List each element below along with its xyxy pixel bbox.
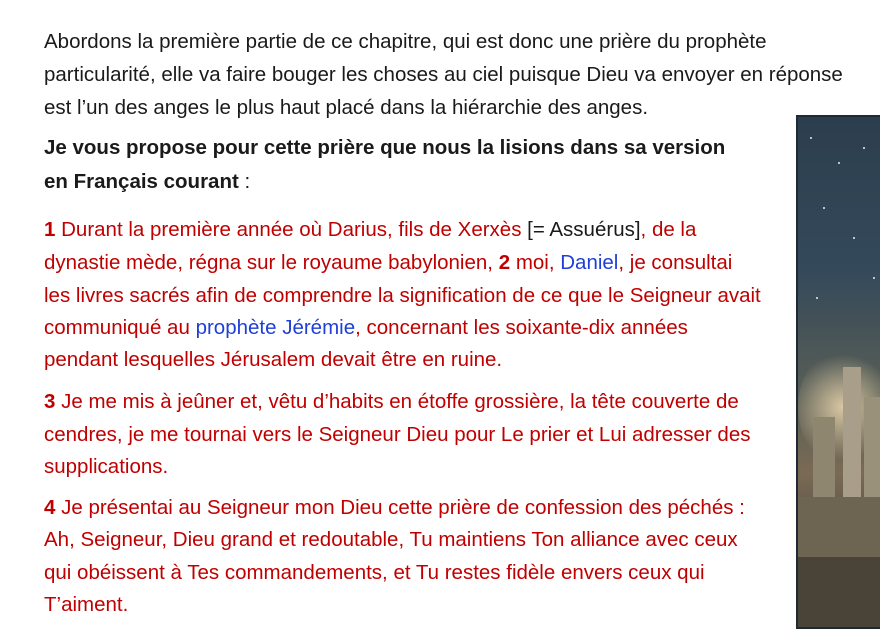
verse-text: Durant la première année où Darius, fils de Xerxès <box>61 218 522 241</box>
verse-line: supplications. <box>44 455 169 478</box>
verse-line: pendant lesquelles Jérusalem devait être en ruine. <box>44 348 503 371</box>
verse-text: moi, <box>515 251 555 274</box>
person-name-daniel: Daniel <box>560 251 619 274</box>
verse-number: 1 <box>44 218 56 241</box>
verse-line <box>44 390 782 414</box>
verse-line <box>44 251 782 275</box>
verse-line: T’aiment. <box>44 593 129 616</box>
verse-line: Ah, Seigneur, Dieu grand et redoutable, Tu maintiens Ton alliance avec ceux <box>44 528 738 551</box>
verse-text: , de la <box>640 218 697 241</box>
verse-line <box>44 496 782 520</box>
verse-line: les livres sacrés afin de comprendre la signification de ce que le Seigneur avait <box>44 284 761 307</box>
intro-line-2: particularité, elle va faire bouger les choses au ciel puisque Dieu va envoyer en réponse <box>44 63 843 86</box>
heading-line-2-text: en Français courant <box>44 170 239 193</box>
verse-number: 3 <box>44 390 56 413</box>
verse-text: dynastie mède, régna sur le royaume babylonien, <box>44 251 493 274</box>
night-city-illustration <box>796 115 880 629</box>
verse-number: 2 <box>498 251 511 274</box>
verse-number: 4 <box>44 496 56 519</box>
verse-line <box>44 316 782 340</box>
verse-text: Je présentai au Seigneur mon Dieu cette prière de confession des péchés : <box>61 496 745 519</box>
verse-text: , je consultai <box>618 251 733 274</box>
verse-line <box>44 218 782 242</box>
person-name-jeremie: prophète Jérémie <box>195 316 356 339</box>
verse-bracket-note: [= Assuérus] <box>527 218 641 241</box>
verse-line: qui obéissent à Tes commandements, et Tu restes fidèle envers ceux qui <box>44 561 705 584</box>
verse-text: , concernant les soixante-dix années <box>355 316 688 339</box>
heading-line-1: Je vous propose pour cette prière que nous la lisions dans sa version <box>44 136 726 159</box>
heading-line-2 <box>44 170 250 194</box>
verse-text: communiqué au <box>44 316 190 339</box>
verse-line: cendres, je me tournai vers le Seigneur Dieu pour Le prier et Lui adresser des <box>44 423 751 446</box>
intro-line-1: Abordons la première partie de ce chapitre, qui est donc une prière du prophète <box>44 30 767 53</box>
heading-colon: : <box>238 170 251 193</box>
verse-text: Je me mis à jeûner et, vêtu d’habits en étoffe grossière, la tête couverte de <box>61 390 739 413</box>
intro-line-3: est l’un des anges le plus haut placé dans la hiérarchie des anges. <box>44 96 649 119</box>
